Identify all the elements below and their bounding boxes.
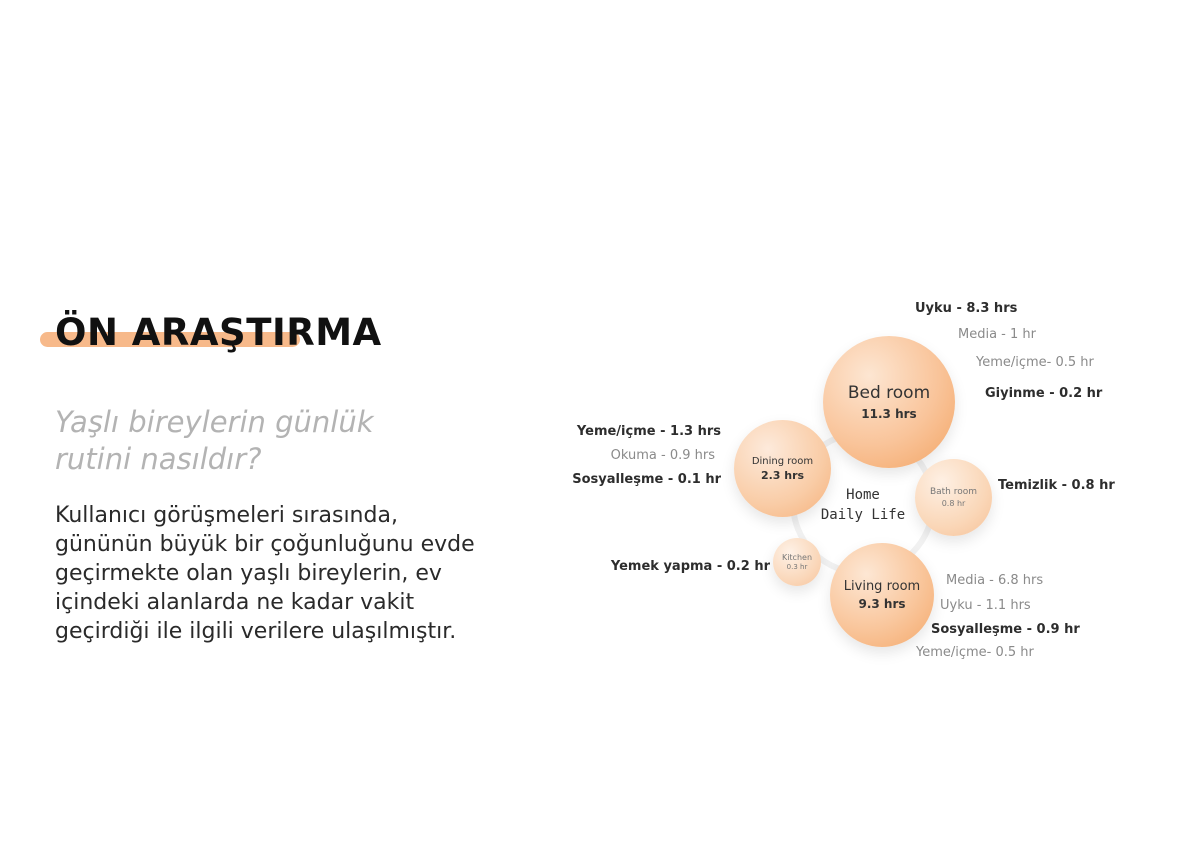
bedroom-activity: Giyinme - 0.2 hr — [985, 386, 1103, 401]
research-question-line: Yaşlı bireylerin günlük — [55, 405, 374, 439]
description-line: geçirdiği ile ilgili verilere ulaşılmıştır. — [55, 619, 457, 644]
bedroom-activity: Uyku - 8.3 hrs — [915, 301, 1018, 316]
living-room-bubble — [830, 543, 934, 647]
bedroom-activity: Yeme/içme- 0.5 hr — [976, 355, 1094, 370]
bedroom-bubble — [823, 336, 955, 468]
living-room-activity: Sosyalleşme - 0.9 hr — [931, 622, 1080, 637]
home-hub-label — [815, 485, 911, 525]
bedroom-hours: 11.3 hrs — [861, 407, 917, 421]
research-question-line: rutini nasıldır? — [55, 442, 262, 476]
dining-room-bubble — [734, 420, 831, 517]
description-line: içindeki alanlarda ne kadar vakit — [55, 590, 415, 615]
bathroom-bubble — [915, 459, 992, 536]
dining-room-activity: Okuma - 0.9 hrs — [610, 448, 715, 463]
bedroom-activity: Media - 1 hr — [958, 327, 1036, 342]
dining-room-hours: 2.3 hrs — [760, 468, 805, 482]
bathroom-name: Bath room — [929, 487, 978, 497]
kitchen-hours: 0.3 hr — [786, 563, 808, 571]
bathroom-hours: 0.8 hr — [941, 499, 966, 508]
living-room-activity: Uyku - 1.1 hrs — [940, 598, 1031, 613]
description-line: gününün büyük bir çoğunluğunu evde — [55, 532, 475, 557]
living-room-hours: 9.3 hrs — [858, 597, 906, 611]
bathroom-activity: Temizlik - 0.8 hr — [998, 478, 1115, 493]
kitchen-bubble — [773, 538, 821, 586]
living-room-name: Living room — [843, 579, 921, 594]
bedroom-name: Bed room — [847, 383, 931, 403]
dining-room-activity: Yeme/içme - 1.3 hrs — [576, 424, 721, 439]
page-title: ÖN ARAŞTIRMA — [55, 311, 382, 354]
kitchen-name: Kitchen — [781, 553, 813, 562]
home-hub-label-line: Home — [846, 487, 880, 503]
dining-room-name: Dining room — [751, 455, 814, 467]
dining-room-activity: Sosyalleşme - 0.1 hr — [572, 472, 721, 487]
description-line: geçirmekte olan yaşlı bireylerin, ev — [55, 561, 442, 586]
living-room-activity: Media - 6.8 hrs — [946, 573, 1044, 588]
description-line: Kullanıcı görüşmeleri sırasında, — [55, 503, 398, 528]
living-room-activity: Yeme/içme- 0.5 hr — [916, 645, 1034, 660]
home-hub-label-line: Daily Life — [820, 507, 906, 523]
kitchen-activity: Yemek yapma - 0.2 hr — [610, 559, 770, 574]
